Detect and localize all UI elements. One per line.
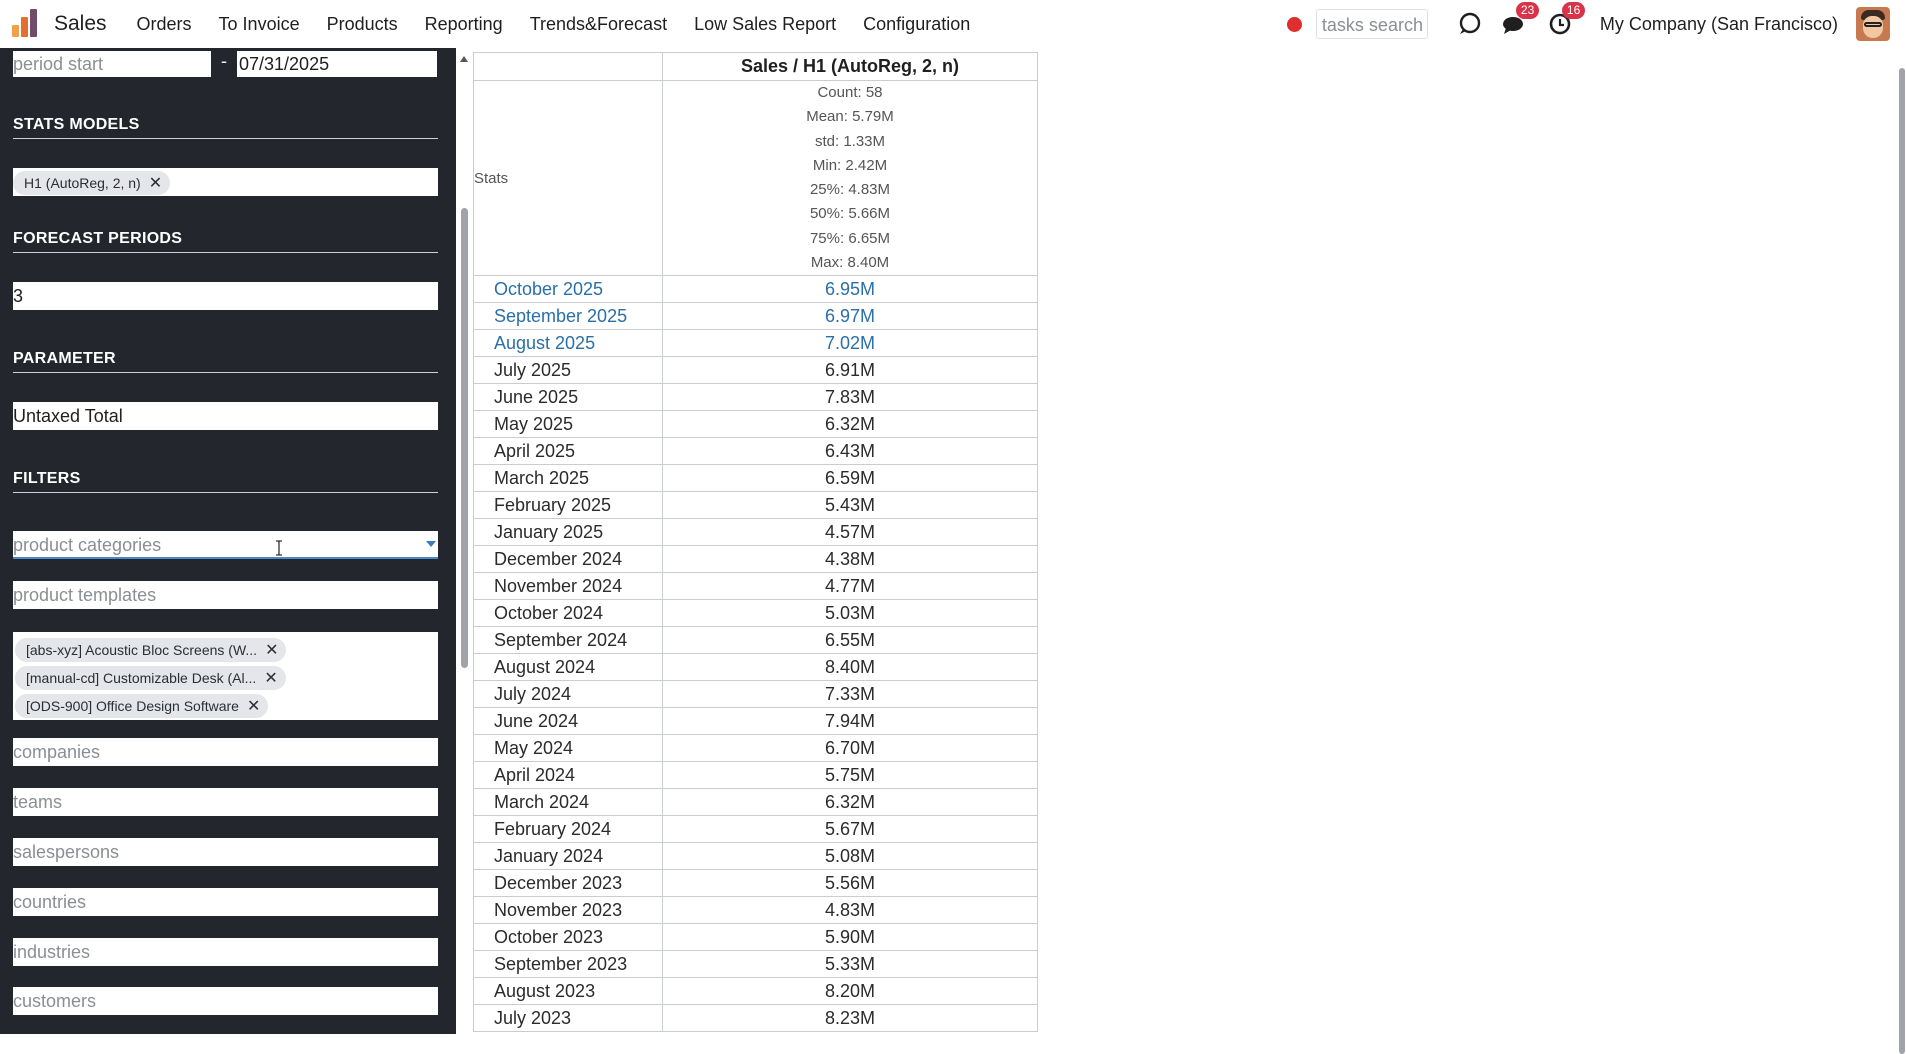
table-row: [474, 519, 1038, 546]
row-month: May 2024: [474, 735, 663, 762]
messages-badge: 23: [1516, 2, 1539, 19]
row-month: July 2024: [474, 681, 663, 708]
row-month: November 2024: [474, 573, 663, 600]
stat-std: std: 1.33M: [814, 132, 886, 150]
countries-input[interactable]: countries: [13, 888, 438, 916]
row-value: 4.83M: [663, 897, 1038, 924]
menu-reporting[interactable]: Reporting: [424, 13, 503, 34]
period-end-input[interactable]: 07/31/2025: [237, 51, 437, 77]
menu-low-sales-report[interactable]: Low Sales Report: [694, 13, 837, 34]
app-name[interactable]: Sales: [54, 12, 107, 35]
table-row: [474, 789, 1038, 816]
row-month: July 2025: [474, 357, 663, 384]
row-month: August 2025: [474, 330, 663, 357]
filters-sidebar: [0, 48, 456, 1034]
stats-model-tag-label: H1 (AutoReg, 2, n): [24, 175, 141, 191]
top-navbar: [0, 0, 1906, 48]
row-month: December 2024: [474, 546, 663, 573]
row-value: 7.33M: [663, 681, 1038, 708]
row-value: 7.83M: [663, 384, 1038, 411]
product-categories-placeholder: product categories: [13, 535, 162, 555]
table-row: [474, 411, 1038, 438]
forecast-periods-input[interactable]: 3: [13, 282, 438, 310]
table-row: [474, 951, 1038, 978]
table-header: Sales / H1 (AutoReg, 2, n): [663, 53, 1038, 81]
table-row: [474, 708, 1038, 735]
table-row: [474, 276, 1038, 303]
row-value: 7.94M: [663, 708, 1038, 735]
row-value: 5.90M: [663, 924, 1038, 951]
row-month: October 2025: [474, 276, 663, 303]
customers-input[interactable]: customers: [13, 987, 438, 1015]
row-value: 6.59M: [663, 465, 1038, 492]
table-row: [474, 465, 1038, 492]
product-tag: [15, 666, 286, 690]
remove-tag-icon[interactable]: ✕: [264, 670, 278, 687]
row-value: 6.32M: [663, 411, 1038, 438]
product-categories-input[interactable]: [13, 531, 438, 559]
row-value: 5.08M: [663, 843, 1038, 870]
menu-configuration[interactable]: Configuration: [863, 13, 971, 34]
row-value: 6.95M: [663, 276, 1038, 303]
table-row: [474, 627, 1038, 654]
product-templates-input[interactable]: product templates: [13, 581, 438, 609]
table-row: [474, 897, 1038, 924]
activities-badge: 16: [1562, 2, 1585, 19]
stat-min: Min: 2.42M: [812, 156, 888, 174]
period-separator: -: [221, 51, 227, 71]
table-row: [474, 978, 1038, 1005]
row-month: March 2024: [474, 789, 663, 816]
product-tag: [15, 638, 286, 662]
table-row: [474, 384, 1038, 411]
dropdown-caret-icon[interactable]: [426, 541, 436, 547]
table-row: [474, 762, 1038, 789]
teams-input[interactable]: teams: [13, 788, 438, 816]
row-value: 4.77M: [663, 573, 1038, 600]
row-month: August 2023: [474, 978, 663, 1005]
menu-products[interactable]: Products: [326, 13, 398, 34]
messages-icon[interactable]: [1502, 3, 1535, 37]
products-tags-field[interactable]: [13, 632, 438, 720]
table-corner-header: [474, 53, 663, 81]
table-row: [474, 600, 1038, 627]
row-month: June 2025: [474, 384, 663, 411]
user-avatar[interactable]: [1856, 7, 1890, 41]
row-month: May 2025: [474, 411, 663, 438]
row-value: 6.55M: [663, 627, 1038, 654]
product-tag: [15, 694, 268, 718]
menu-to-invoice[interactable]: To Invoice: [218, 13, 300, 34]
row-value: 6.97M: [663, 303, 1038, 330]
stats-models-field[interactable]: [13, 168, 438, 196]
stat-50: 50%: 5.66M: [809, 205, 891, 223]
row-month: February 2024: [474, 816, 663, 843]
row-month: April 2024: [474, 762, 663, 789]
stats-row: [474, 81, 1038, 276]
main-scroll-thumb[interactable]: [1899, 68, 1905, 1054]
remove-tag-icon[interactable]: ✕: [148, 175, 163, 192]
row-month: September 2025: [474, 303, 663, 330]
row-value: 7.02M: [663, 330, 1038, 357]
row-month: November 2023: [474, 897, 663, 924]
row-value: 8.20M: [663, 978, 1038, 1005]
row-value: 8.40M: [663, 654, 1038, 681]
parameter-select[interactable]: Untaxed Total: [13, 402, 438, 430]
remove-tag-icon[interactable]: ✕: [246, 698, 261, 715]
industries-input[interactable]: industries: [13, 938, 438, 966]
period-start-input[interactable]: period start: [13, 51, 211, 77]
row-value: 4.38M: [663, 546, 1038, 573]
row-value: 5.43M: [663, 492, 1038, 519]
stat-75: 75%: 6.65M: [809, 229, 891, 247]
row-month: August 2024: [474, 654, 663, 681]
row-month: October 2024: [474, 600, 663, 627]
stat-mean: Mean: 5.79M: [806, 108, 894, 126]
menu-trends-forecast[interactable]: Trends&Forecast: [529, 13, 668, 34]
record-dot-icon[interactable]: [1287, 17, 1302, 32]
table-row: [474, 492, 1038, 519]
row-value: 6.91M: [663, 357, 1038, 384]
row-value: 8.23M: [663, 1005, 1038, 1032]
chat-bubble-icon[interactable]: [1456, 11, 1482, 37]
table-row: [474, 654, 1038, 681]
scroll-up-arrow-icon[interactable]: [460, 56, 468, 62]
activities-clock-icon[interactable]: [1548, 3, 1581, 37]
row-month: September 2024: [474, 627, 663, 654]
table-row: [474, 438, 1038, 465]
table-row: [474, 681, 1038, 708]
table-row: [474, 546, 1038, 573]
row-month: March 2025: [474, 465, 663, 492]
row-month: July 2023: [474, 1005, 663, 1032]
sidebar-scroll-thumb[interactable]: [461, 208, 468, 668]
filters-title: FILTERS: [13, 470, 438, 493]
row-month: January 2025: [474, 519, 663, 546]
stats-models-title: STATS MODELS: [13, 116, 438, 139]
table-row: [474, 843, 1038, 870]
table-row: [474, 357, 1038, 384]
row-value: 5.67M: [663, 816, 1038, 843]
row-value: 4.57M: [663, 519, 1038, 546]
stat-max: Max: 8.40M: [810, 254, 890, 272]
stats-label: Stats: [474, 81, 663, 276]
company-switcher[interactable]: My Company (San Francisco): [1599, 13, 1838, 34]
sidebar-scrollbar[interactable]: [458, 48, 471, 1034]
tasks-search-input[interactable]: tasks search: [1316, 9, 1428, 39]
table-row: [474, 303, 1038, 330]
salespersons-input[interactable]: salespersons: [13, 838, 438, 866]
table-row: [474, 1005, 1038, 1032]
main-scrollbar[interactable]: [1898, 48, 1906, 1034]
forecast-periods-title: FORECAST PERIODS: [13, 230, 438, 253]
row-value: 6.43M: [663, 438, 1038, 465]
row-month: September 2023: [474, 951, 663, 978]
product-tag-label: [manual-cd] Customizable Desk (Al...: [26, 670, 257, 686]
row-month: December 2023: [474, 870, 663, 897]
period-range: [13, 51, 438, 77]
table-row: [474, 735, 1038, 762]
row-value: 5.56M: [663, 870, 1038, 897]
row-month: April 2025: [474, 438, 663, 465]
stats-model-tag: [13, 171, 170, 195]
menu-orders[interactable]: Orders: [136, 13, 192, 34]
row-value: 5.03M: [663, 600, 1038, 627]
row-value: 5.33M: [663, 951, 1038, 978]
row-month: October 2023: [474, 924, 663, 951]
row-value: 5.75M: [663, 762, 1038, 789]
row-month: January 2024: [474, 843, 663, 870]
remove-tag-icon[interactable]: ✕: [265, 642, 279, 659]
table-row: [474, 816, 1038, 843]
row-month: February 2025: [474, 492, 663, 519]
table-row: [474, 573, 1038, 600]
product-tag-label: [ODS-900] Office Design Software: [26, 698, 239, 714]
sales-app-logo-icon[interactable]: [10, 9, 40, 39]
parameter-title: PARAMETER: [13, 350, 438, 373]
stats-values: [663, 81, 1038, 276]
stat-25: 25%: 4.83M: [809, 181, 891, 199]
row-value: 6.32M: [663, 789, 1038, 816]
forecast-table: [473, 52, 1038, 1032]
text-cursor-icon: [275, 540, 283, 556]
table-row: [474, 870, 1038, 897]
row-value: 6.70M: [663, 735, 1038, 762]
table-row: [474, 330, 1038, 357]
row-month: June 2024: [474, 708, 663, 735]
navbar-systray: [1287, 0, 1906, 48]
stat-count: Count: 58: [817, 84, 883, 101]
companies-input[interactable]: companies: [13, 738, 438, 766]
product-tag-label: [abs-xyz] Acoustic Bloc Screens (W...: [26, 642, 258, 658]
table-row: [474, 924, 1038, 951]
